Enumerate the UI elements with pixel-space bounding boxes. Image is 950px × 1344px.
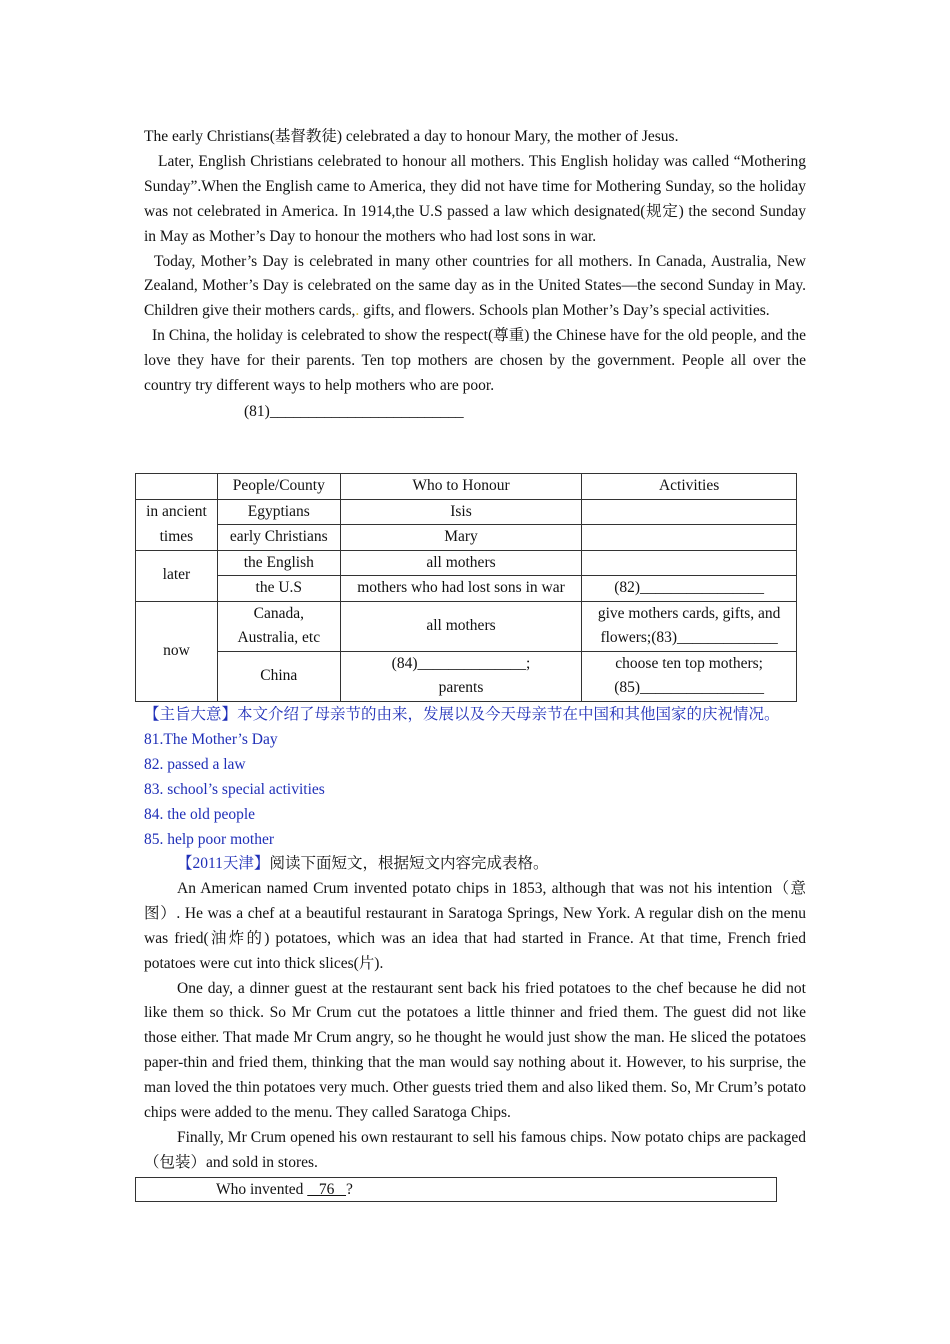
blank-76: 76 (307, 1181, 347, 1198)
cell-honour: Isis (340, 499, 582, 525)
passage-mothers-day (144, 125, 806, 424)
table-row (136, 576, 797, 602)
table-row (136, 651, 797, 701)
paragraph-1: The early Christians(基督教徒) celebrated a day to honour Mary, the mother of Jesus. (144, 128, 679, 145)
blank-83: give mothers cards, gifts, and flowers;(83)_____________ (582, 601, 797, 651)
stray-dot: . (355, 302, 360, 320)
table-row (136, 1178, 777, 1202)
header-people: People/County (217, 474, 340, 500)
answer-81: 81.The Mother’s Day (144, 730, 278, 748)
answer-85: 85. help poor mother (144, 830, 275, 848)
heading-text: 阅读下面短文，根据短文内容完成表格。 (269, 855, 549, 872)
table-caption-81: (81)_________________________ (244, 402, 464, 420)
paragraph-2: Later, English Christians celebrated to honour all mothers. This English holiday was called “Mothering Sunday”.When the English came to America, they did not have time for Mothering Sunday, so the holiday was not celebrated in America. In 1914,the U.S passed a law which designated(规定) the second Sunday in May as Mother’s Day to honour the mothers who had lost sons in war. (144, 152, 806, 245)
paragraph-1: An American named Crum invented potato chips in 1853, although that was not his intention（意图）. He was a chef at a beautiful restaurant in Saratoga Springs, New York. A regular dish on the menu was fried(油炸的) potatoes, which was an idea that had started in France. At that time, French fried potatoes were cut into thick slices(片). (144, 879, 806, 972)
question-76-cell (136, 1178, 777, 1202)
cell-activity (582, 550, 797, 576)
answer-82: 82. passed a law (144, 755, 246, 773)
table-row (136, 601, 797, 651)
cell-honour: mothers who had lost sons in war (340, 576, 582, 602)
answer-83: 83. school’s special activities (144, 780, 325, 798)
cell-people: China (217, 651, 340, 701)
cell-honour: all mothers (340, 601, 582, 651)
paragraph-3 (144, 250, 806, 325)
table-row (136, 550, 797, 576)
paragraph-2: One day, a dinner guest at the restaurant sent back his fried potatoes to the chef because he did not like them so thick. So Mr Crum cut the potatoes a little thinner and fried them. The guest did not like those either. That made Mr Crum angry, so he thought he would just show the man. He sliced the potatoes paper-thin and fried them, thinking that the man would say nothing about it. However, to his surprise, the man loved the thin potatoes very much. Other guests tried them and also liked them. So, Mr Crum’s potato chips were added to the menu. They called Saratoga Chips. (144, 979, 806, 1122)
mothers-day-table (135, 473, 797, 702)
blank-84-line2: parents (438, 679, 484, 696)
q76-suffix: ? (346, 1181, 353, 1198)
period-now: now (136, 601, 218, 701)
cell-activity (582, 525, 797, 551)
table-row (136, 499, 797, 525)
answer-key (144, 703, 814, 852)
blank-82: (82)________________ (582, 576, 797, 602)
period-ancient: in ancient times (136, 499, 218, 550)
paragraph-4: In China, the holiday is celebrated to show the respect(尊重) the Chinese have for the old people, and the love they have for their parents. Ten top mothers are chosen by the government. People all over the country try different ways to help mothers who are poor. (144, 327, 806, 395)
cell-honour: all mothers (340, 550, 582, 576)
header-honour: Who to Honour (340, 474, 582, 500)
paragraph-3: Finally, Mr Crum opened his own restaurant to sell his famous chips. Now potato chips are packaged （包装）and sold in stores. (144, 1128, 806, 1171)
period-later: later (136, 550, 218, 601)
cell-people: Canada, Australia, etc (217, 601, 340, 651)
summary: 【主旨大意】本文介绍了母亲节的由来，发展以及今天母亲节在中国和其他国家的庆祝情况。 (144, 706, 780, 723)
header-empty (136, 474, 218, 500)
blank-84-line1: (84)______________; (391, 654, 531, 672)
blank-84 (340, 651, 582, 701)
cell-people: the U.S (217, 576, 340, 602)
table-row (136, 525, 797, 551)
blank-85-line2: (85)________________ (614, 679, 765, 696)
header-activities: Activities (582, 474, 797, 500)
paragraph-3-part-a: Today, Mother’s Day is celebrated in many other countries for all mothers. In Canada, Australia, New Zealand, Mother’s Day is celebrated on the same day as in the United States—the second Sunday in May. Children give their mothers cards, (144, 252, 806, 320)
paragraph-3-part-b: gifts, and flowers. Schools plan Mother’s Day’s special activities. (359, 302, 770, 320)
cell-honour: Mary (340, 525, 582, 551)
cell-people: the English (217, 550, 340, 576)
section-heading (144, 852, 806, 877)
blank-85-line1: choose ten top mothers; (615, 654, 763, 672)
cell-activity (582, 499, 797, 525)
table-header-row (136, 474, 797, 500)
cell-people: Egyptians (217, 499, 340, 525)
q76-prefix: Who invented (216, 1181, 308, 1198)
passage-potato-chips (144, 852, 806, 1176)
question-76-table (135, 1177, 777, 1202)
answer-84: 84. the old people (144, 805, 256, 823)
blank-85 (582, 651, 797, 701)
heading-tag: 【2011天津】 (177, 855, 270, 872)
cell-people: early Christians (217, 525, 340, 551)
